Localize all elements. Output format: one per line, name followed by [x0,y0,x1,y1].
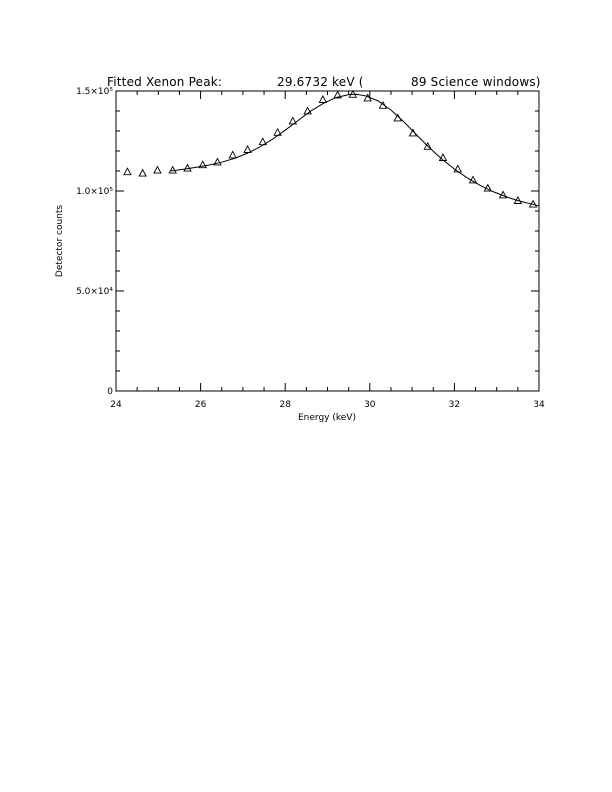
x-tick-label: 30 [364,400,376,410]
x-tick-label: 34 [533,400,545,410]
fit-curve [171,94,539,206]
data-point-triangle [124,168,131,175]
y-axis-label: Detector counts [55,204,65,278]
x-tick-label: 26 [194,400,207,410]
fit-curve-group [171,94,539,206]
x-tick-label: 28 [279,400,291,410]
y-tick-label: 1.5×10⁵ [76,87,113,97]
data-markers-group [124,91,537,207]
x-axis-label: Energy (keV) [298,413,356,423]
plot-frame [116,91,539,391]
data-point-triangle [409,129,416,136]
data-point-triangle [394,114,401,121]
chart-title-energy: 29.6732 keV ( [277,75,364,89]
axis-ticks [116,91,539,391]
chart-title-windows: 89 Science windows) [411,75,541,89]
data-point-triangle [229,151,236,158]
data-point-triangle [169,167,176,174]
y-tick-label: 5.0×10⁴ [76,287,113,297]
y-tick-label: 0 [107,387,113,397]
x-tick-label: 32 [448,400,461,410]
chart-title-label: Fitted Xenon Peak: [107,75,223,89]
data-point-triangle [139,170,146,177]
axis-tick-labels [76,87,545,410]
x-tick-label: 24 [110,400,122,410]
y-tick-label: 1.0×10⁵ [76,187,113,197]
data-point-triangle [319,96,326,103]
data-point-triangle [154,167,161,174]
